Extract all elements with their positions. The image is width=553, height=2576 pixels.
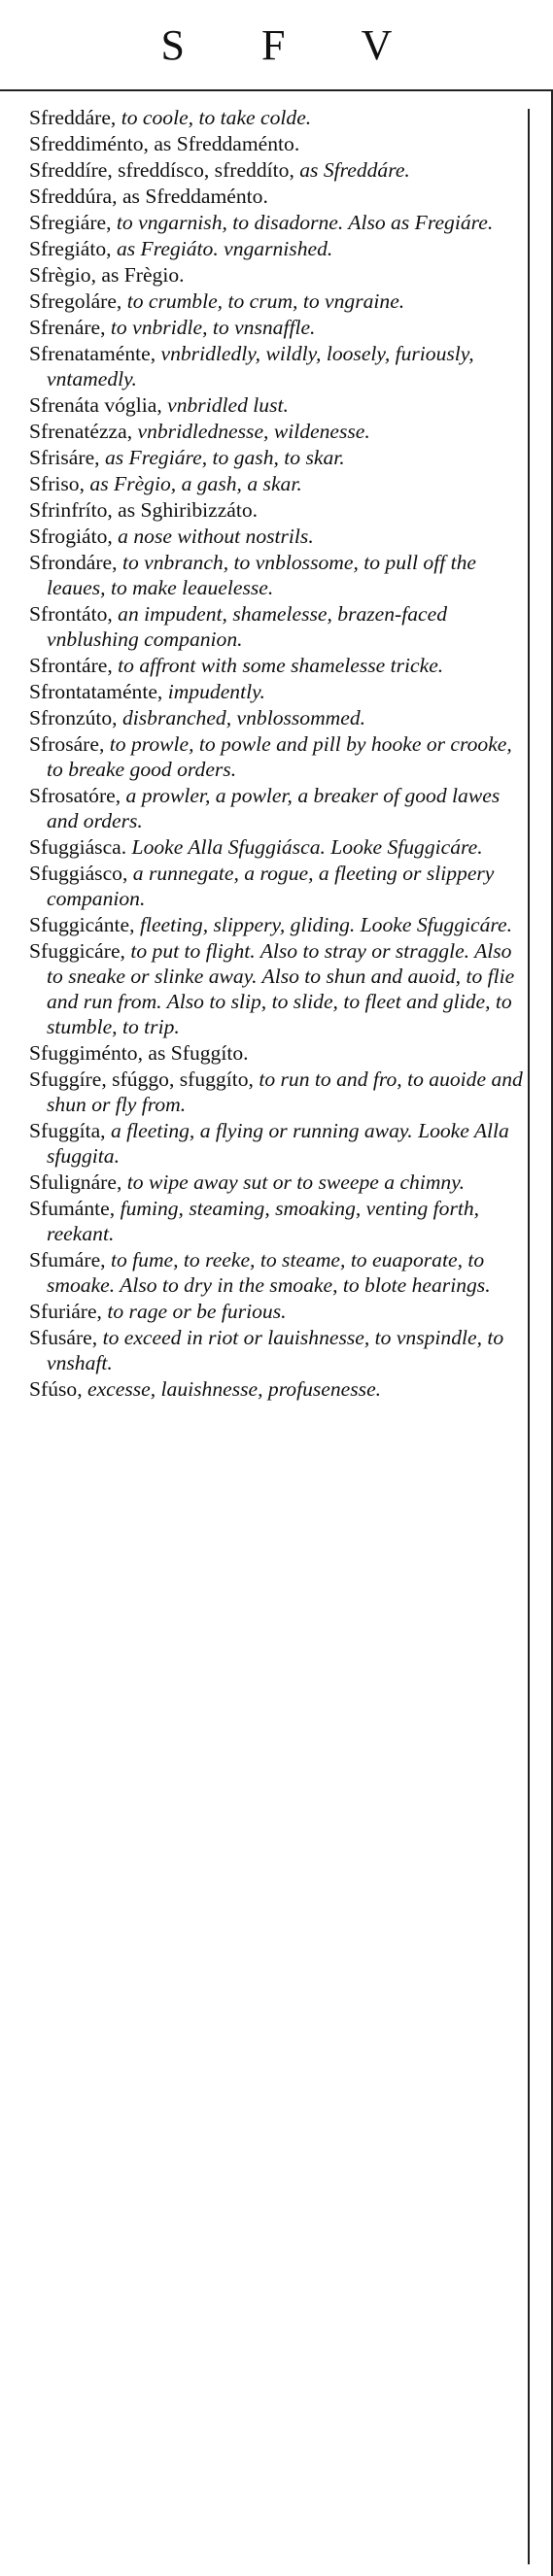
entry-definition: fuming, steaming, smoaking, venting forth, reekant. <box>47 1197 480 1245</box>
entry-definition: a runnegate, a rogue, a fleeting or slippery companion. <box>47 862 495 910</box>
entry-headword: Sfreddíre, sfreddísco, sfreddíto, <box>29 158 294 182</box>
entry-headword: Sfreddúra, as Sfreddaménto. <box>29 185 268 208</box>
entry-headword: Sfrenáre, <box>29 316 106 339</box>
dictionary-entry <box>29 497 527 523</box>
entry-headword: Sfulignáre, <box>29 1170 122 1194</box>
entry-headword: Sfúso, <box>29 1377 83 1401</box>
entry-headword: Sfrontataménte, <box>29 680 163 703</box>
entry-headword: Sfrègio, as Frègio. <box>29 263 185 287</box>
entry-definition: vnbridled lust. <box>161 393 289 417</box>
dictionary-entry <box>29 1376 527 1402</box>
dictionary-entry <box>29 912 527 937</box>
entry-definition: to crumble, to crum, to vngraine. <box>121 289 405 313</box>
entry-headword: Sfumánte, <box>29 1197 116 1220</box>
column-rule <box>528 109 530 2564</box>
entry-headword: Sfrontáto, <box>29 602 113 626</box>
entry-headword: Sfreddiménto, as Sfreddaménto. <box>29 132 300 155</box>
entry-definition: to rage or be furious. <box>101 1300 287 1323</box>
entry-headword: Sfuggiménto, as Sfuggíto. <box>29 1041 249 1065</box>
entry-headword: Sfregiáre, <box>29 211 112 234</box>
dictionary-entry <box>29 210 527 235</box>
entry-definition: Looke Alla Sfuggiásca. Looke Sfuggicáre. <box>126 835 483 859</box>
entry-definition: excesse, lauishnesse, profusenesse. <box>82 1377 382 1401</box>
entry-headword: Sfrosatóre, <box>29 784 121 807</box>
dictionary-entry <box>29 653 527 678</box>
entry-headword: Sfuggicánte, <box>29 913 135 936</box>
dictionary-entry <box>29 731 527 782</box>
dictionary-entry <box>29 341 527 391</box>
entry-definition: a prowler, a powler, a breaker of good lawes and orders. <box>47 784 501 832</box>
dictionary-entry <box>29 1118 527 1169</box>
entry-definition: as Sfreddáre. <box>294 158 410 182</box>
dictionary-entry <box>29 524 527 549</box>
dictionary-entry <box>29 392 527 418</box>
entry-headword: Sfrenataménte, <box>29 342 156 365</box>
entry-headword: Sfrogiáto, <box>29 525 113 548</box>
entry-headword: Sfrenáta vóglia, <box>29 393 162 417</box>
entry-definition: to coole, to take colde. <box>116 106 312 129</box>
dictionary-entry <box>29 861 527 911</box>
dictionary-entry <box>29 288 527 314</box>
entry-headword: Sfrenatézza, <box>29 420 133 443</box>
entry-headword: Sfrontáre, <box>29 654 113 677</box>
entry-headword: Sfuggíta, <box>29 1119 106 1142</box>
dictionary-entry <box>29 705 527 730</box>
dictionary-entry <box>29 236 527 261</box>
entry-headword: Sfuggicáre, <box>29 939 125 963</box>
entry-definition: to put to flight. Also to stray or straggle. Also to sneake or slinke away. Also to shun and auoid, to flie and run from. Also to slip, to slide, to fleet and glide, to stumble, to trip. <box>47 939 515 1038</box>
dictionary-entry <box>29 1325 527 1375</box>
entry-headword: Sfrondáre, <box>29 551 118 574</box>
dictionary-entry <box>29 1169 527 1195</box>
entry-definition: disbranched, vnblossommed. <box>117 706 366 729</box>
entry-definition: fleeting, slippery, gliding. Looke Sfuggicáre. <box>134 913 512 936</box>
entry-headword: Sfronzúto, <box>29 706 118 729</box>
dictionary-entry <box>29 105 527 130</box>
dictionary-entry <box>29 1196 527 1246</box>
entry-definition: to fume, to reeke, to steame, to euaporate, to smoake. Also to dry in the smoake, to blote hearings. <box>47 1248 491 1297</box>
dictionary-column <box>29 105 527 1402</box>
entry-definition: a fleeting, a flying or running away. Looke Alla sfuggita. <box>47 1119 509 1168</box>
entry-definition: as Frègio, a gash, a skar. <box>85 472 302 495</box>
entry-definition: to prowle, to powle and pill by hooke or crooke, to breake good orders. <box>47 732 512 781</box>
entry-definition: a nose without nostrils. <box>112 525 314 548</box>
entry-definition: to affront with some shamelesse tricke. <box>112 654 444 677</box>
entry-definition: to vnbranch, to vnblossome, to pull off the leaues, to make leauelesse. <box>47 551 477 599</box>
entry-definition: impudently. <box>162 680 265 703</box>
entry-headword: Sfrinfríto, as Sghiribizzáto. <box>29 498 259 522</box>
entry-definition: an impudent, shamelesse, brazen-faced vnblushing companion. <box>47 602 448 651</box>
entry-headword: Sfrosáre, <box>29 732 105 756</box>
dictionary-entry <box>29 679 527 704</box>
dictionary-entry <box>29 471 527 496</box>
dictionary-entry <box>29 1040 527 1066</box>
dictionary-entry <box>29 938 527 1039</box>
dictionary-entry <box>29 419 527 444</box>
entry-headword: Sfregiáto, <box>29 237 112 260</box>
entry-definition: vnbridledly, wildly, loosely, furiously, vntamedly. <box>47 342 474 390</box>
entry-headword: Sfusáre, <box>29 1326 98 1349</box>
dictionary-entry <box>29 1067 527 1117</box>
entry-headword: Sfumáre, <box>29 1248 106 1271</box>
entry-headword: Sfriso, <box>29 472 85 495</box>
entry-definition: as Fregiáre, to gash, to skar. <box>99 446 345 469</box>
dictionary-entry <box>29 184 527 209</box>
entry-definition: vnbridlednesse, wildenesse. <box>132 420 370 443</box>
dictionary-entry <box>29 157 527 183</box>
entry-definition: to vngarnish, to disadorne. Also as Fregiáre. <box>111 211 494 234</box>
entry-headword: Sfuggíre, sfúggo, sfuggíto, <box>29 1068 254 1091</box>
entry-definition: to exceed in riot or lauishnesse, to vnspindle, to vnshaft. <box>47 1326 504 1374</box>
dictionary-entry <box>29 601 527 652</box>
dictionary-entry <box>29 1247 527 1298</box>
dictionary-entry <box>29 131 527 156</box>
entry-definition: to wipe away sut or to sweepe a chimny. <box>121 1170 466 1194</box>
entry-headword: Sfreddáre, <box>29 106 117 129</box>
entry-definition: to vnbridle, to vnsnaffle. <box>105 316 316 339</box>
running-head-title: S F V <box>160 21 426 69</box>
entry-headword: Sfregoláre, <box>29 289 122 313</box>
dictionary-entry <box>29 550 527 600</box>
dictionary-entry <box>29 834 527 860</box>
dictionary-entry <box>29 315 527 340</box>
entry-definition: as Fregiáto. vngarnished. <box>111 237 333 260</box>
entry-definition: to run to and fro, to auoide and shun or fly from. <box>47 1068 523 1116</box>
dictionary-entry <box>29 445 527 470</box>
entry-headword: Sfuggiásca. <box>29 835 127 859</box>
entry-headword: Sfrisáre, <box>29 446 100 469</box>
dictionary-entry <box>29 262 527 288</box>
entry-headword: Sfuggiásco, <box>29 862 128 885</box>
dictionary-entry <box>29 1299 527 1324</box>
entry-headword: Sfuriáre, <box>29 1300 102 1323</box>
page-header <box>0 0 553 93</box>
dictionary-entry <box>29 783 527 833</box>
